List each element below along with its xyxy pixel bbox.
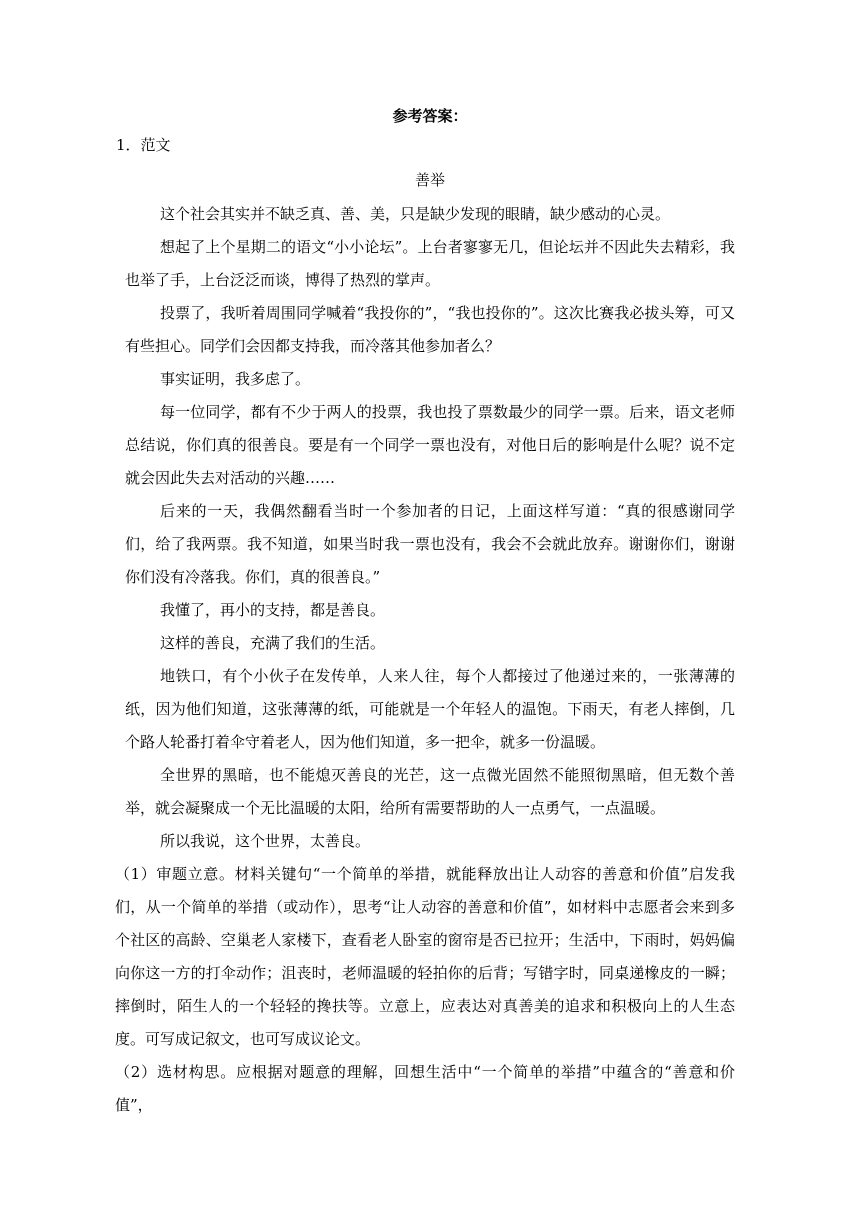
analysis-paragraph: （2）选材构思。应根据对题意的理解，回想生活中“一个简单的举措”中蕴含的“善意和价值”， xyxy=(115,1063,735,1114)
essay-paragraph: 所以我说，这个世界，太善良。 xyxy=(160,832,371,850)
item-number: 1．范文 xyxy=(116,136,171,154)
essay-paragraph: 地铁口，有个小伙子在发传单，人来人往，每个人都接过了他递过来的，一张薄薄的纸，因为他们知道，这张薄薄的纸，可能就是一个年轻人的温饱。下雨天，有老人摔倒，几个路人轮番打着伞守着老人，因为他们知道，多一把伞，就多一份温暖。 xyxy=(125,667,735,751)
essay-body xyxy=(115,198,735,1122)
essay-paragraph: 全世界的黑暗，也不能熄灭善良的光芒，这一点微光固然不能照彻黑暗，但无数个善举，就会凝聚成一个无比温暖的太阳，给所有需要帮助的人一点勇气，一点温暖。 xyxy=(125,766,735,817)
essay-paragraph: 我懂了，再小的支持，都是善良。 xyxy=(160,601,386,619)
answer-heading: 参考答案： xyxy=(392,107,468,125)
essay-paragraph: 想起了上个星期二的语文“小小论坛”。上台者寥寥无几，但论坛并不因此失去精彩，我也举了手，上台泛泛而谈，博得了热烈的掌声。 xyxy=(125,238,735,289)
essay-paragraph: 后来的一天，我偶然翻看当时一个参加者的日记，上面这样写道：“真的很感谢同学们，给了我两票。我不知道，如果当时我一票也没有，我会不会就此放弃。谢谢你们，谢谢你们没有冷落我。你们，真的很善良。” xyxy=(125,502,735,586)
essay-paragraph: 每一位同学，都有不少于两人的投票，我也投了票数最少的同学一票。后来，语文老师总结说，你们真的很善良。要是有一个同学一票也没有，对他日后的影响是什么呢？说不定就会因此失去对活动的兴趣…… xyxy=(125,403,735,487)
analysis-paragraph: （1）审题立意。材料关键句“一个简单的举措，就能释放出让人动容的善意和价值”启发我们，从一个简单的举措（或动作），思考“让人动容的善意和价值”，如材料中志愿者会来到多个社区的高龄、空巢老人家楼下，查看老人卧室的窗帘是否已拉开；生活中，下雨时，妈妈偏向你这一方的打伞动作；沮丧时，老师温暖的轻拍你的后背；写错字时，同桌递橡皮的一瞬；摔倒时，陌生人的一个轻轻的搀扶等。立意上，应表达对真善美的追求和积极向上的人生态度。可写成记叙文，也可写成议论文。 xyxy=(115,865,735,1048)
essay-paragraph: 投票了，我听着周围同学喊着“我投你的”，“我也投你的”。这次比赛我必拔头筹，可又有些担心。同学们会因都支持我，而冷落其他参加者么？ xyxy=(125,304,735,355)
essay-paragraph: 这样的善良，充满了我们的生活。 xyxy=(160,634,386,652)
essay-title: 善举 xyxy=(414,171,445,189)
essay-paragraph: 这个社会其实并不缺乏真、善、美，只是缺少发现的眼睛，缺少感动的心灵。 xyxy=(160,205,671,223)
essay-paragraph: 事实证明，我多虑了。 xyxy=(160,370,311,388)
